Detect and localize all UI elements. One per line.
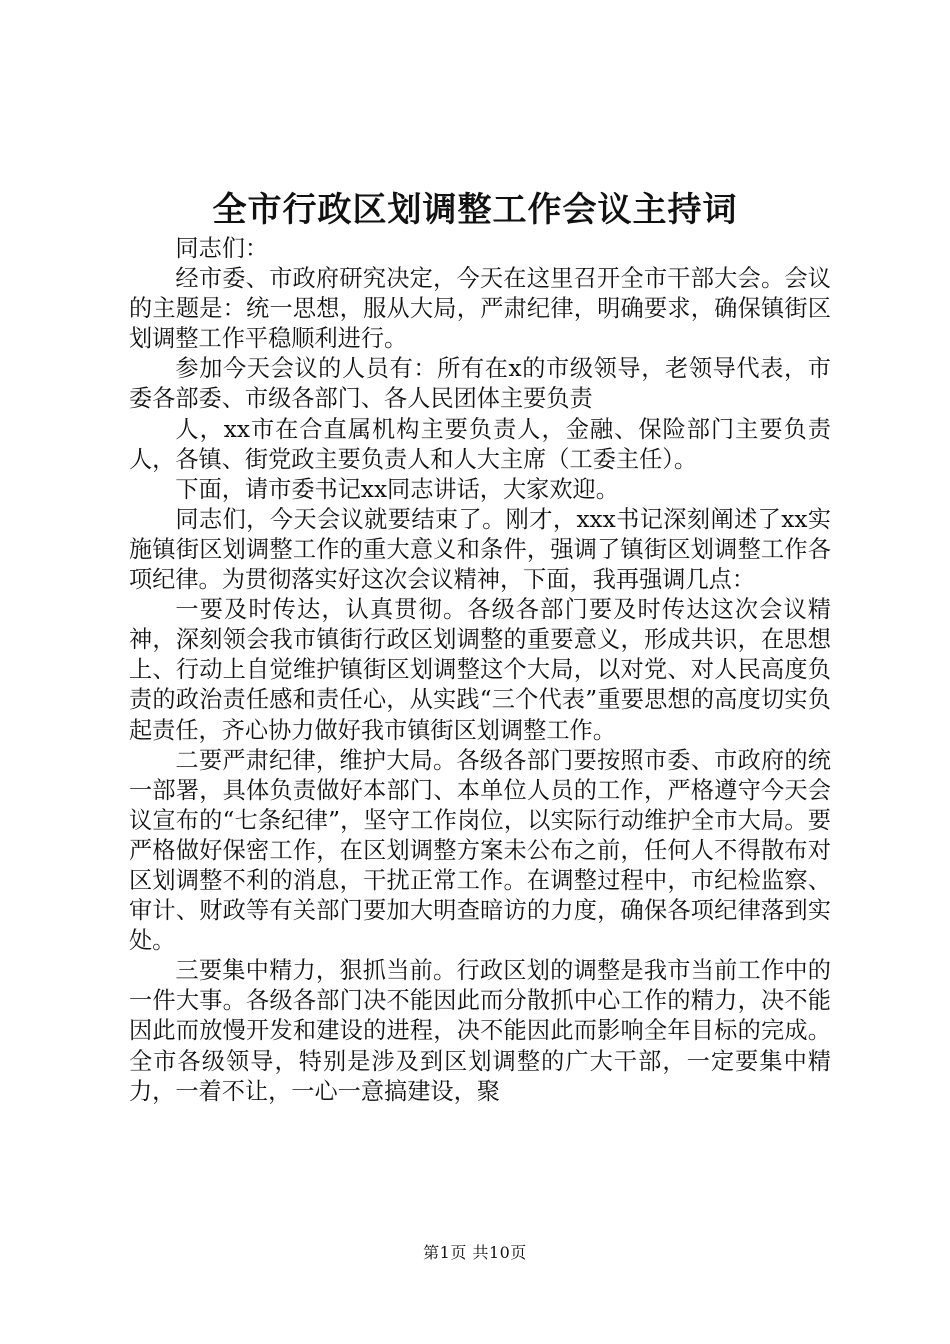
document-body xyxy=(129,234,831,1107)
paragraph-point-two: 二要严肃纪律，维护大局。各级各部门要按照市委、市政府的统一部署，具体负责做好本部门、本单位人员的工作，严格遵守今天会议宣布的“七条纪律”，坚守工作岗位，以实际行动维护全市大局。要严格做好保密工作，在区划调整方案未公布之前，任何人不得散布对区划调整不利的消息，干扰正常工作。在调整过程中，市纪检监察、审计、财政等有关部门要加大明查暗访的力度，确保各项纪律落到实处。 xyxy=(129,746,831,955)
paragraph-closing-intro: 同志们，今天会议就要结束了。刚才，xxx书记深刻阐述了xx实施镇街区划调整工作的重大意义和条件，强调了镇街区划调整工作各项纪律。为贯彻落实好这次会议精神，下面，我再强调几点： xyxy=(129,505,831,594)
page-number-footer: 第1页 共10页 xyxy=(423,1243,527,1262)
paragraph-attendees: 参加今天会议的人员有：所有在x的市级领导，老领导代表，市委各部委、市级各部门、各人民团体主要负责 xyxy=(129,355,831,413)
paragraph-point-one: 一要及时传达，认真贯彻。各级各部门要及时传达这次会议精神，深刻领会我市镇街行政区划调整的重要意义，形成共识，在思想上、行动上自觉维护镇街区划调整这个大局，以对党、对人民高度负责的政治责任感和责任心，从实践“三个代表”重要思想的高度切实负起责任，齐心协力做好我市镇街区划调整工作。 xyxy=(129,596,831,744)
paragraph-point-three: 三要集中精力，狠抓当前。行政区划的调整是我市当前工作中的一件大事。各级各部门决不能因此而分散抓中心工作的精力，决不能因此而放慢开发和建设的进程，决不能因此而影响全年目标的完成。全市各级领导，特别是涉及到区划调整的广大干部，一定要集中精力，一着不让，一心一意搞建设，聚 xyxy=(129,957,831,1105)
paragraph-speech-invitation: 下面，请市委书记xx同志讲话，大家欢迎。 xyxy=(175,475,619,503)
document-title: 全市行政区划调整工作会议主持词 xyxy=(212,190,738,230)
paragraph-meeting-purpose: 经市委、市政府研究决定，今天在这里召开全市干部大会。会议的主题是：统一思想，服从大局，严肃纪律，明确要求，确保镇街区划调整工作平稳顺利进行。 xyxy=(129,265,831,353)
paragraph-greeting: 同志们： xyxy=(175,235,269,262)
paragraph-attendees-continued: 人，xx市在合直属机构主要负责人，金融、保险部门主要负责人，各镇、街党政主要负责人和人大主席（工委主任）。 xyxy=(129,415,831,473)
